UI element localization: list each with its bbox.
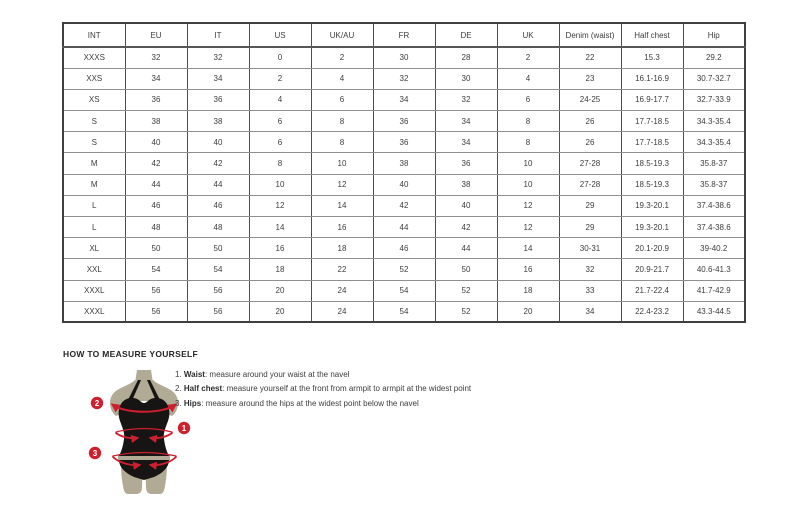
size-value-cell: 8 — [497, 132, 559, 153]
table-row — [63, 259, 745, 280]
size-value-cell: 4 — [311, 68, 373, 89]
size-value-cell: 40.6-41.3 — [683, 259, 745, 280]
table-row — [63, 280, 745, 301]
size-value-cell: 27-28 — [559, 153, 621, 174]
size-value-cell: 44 — [435, 238, 497, 259]
size-value-cell: 12 — [311, 174, 373, 195]
table-row — [63, 47, 745, 68]
size-value-cell: 12 — [249, 195, 311, 216]
size-value-cell: 44 — [373, 217, 435, 238]
table-header-row — [63, 23, 745, 47]
size-value-cell: 21.7-22.4 — [621, 280, 683, 301]
size-value-cell: 30.7-32.7 — [683, 68, 745, 89]
step-text: : measure around your waist at the navel — [204, 370, 350, 379]
column-header: INT — [63, 23, 125, 47]
size-value-cell: 39-40.2 — [683, 238, 745, 259]
size-value-cell: 16.9-17.7 — [621, 89, 683, 110]
size-value-cell: 16 — [497, 259, 559, 280]
table-row — [63, 89, 745, 110]
size-value-cell: 6 — [497, 89, 559, 110]
measure-steps — [175, 371, 471, 414]
column-header: UK/AU — [311, 23, 373, 47]
size-value-cell: 10 — [249, 174, 311, 195]
size-label-cell: M — [63, 153, 125, 174]
size-value-cell: 22.4-23.2 — [621, 301, 683, 322]
size-value-cell: 16 — [249, 238, 311, 259]
size-value-cell: 14 — [249, 217, 311, 238]
size-value-cell: 34 — [559, 301, 621, 322]
size-value-cell: 18 — [311, 238, 373, 259]
size-value-cell: 8 — [311, 132, 373, 153]
measure-section-title: HOW TO MEASURE YOURSELF — [63, 349, 199, 359]
size-value-cell: 54 — [373, 280, 435, 301]
size-label-cell: M — [63, 174, 125, 195]
size-label-cell: XL — [63, 238, 125, 259]
size-value-cell: 34.3-35.4 — [683, 111, 745, 132]
size-value-cell: 36 — [373, 132, 435, 153]
size-value-cell: 15.3 — [621, 47, 683, 68]
size-value-cell: 34 — [435, 111, 497, 132]
size-value-cell: 46 — [187, 195, 249, 216]
size-conversion-table — [62, 22, 746, 323]
size-value-cell: 6 — [249, 111, 311, 132]
size-label-cell: XXXS — [63, 47, 125, 68]
size-value-cell: 46 — [125, 195, 187, 216]
table-row — [63, 132, 745, 153]
size-value-cell: 36 — [435, 153, 497, 174]
size-value-cell: 20.9-21.7 — [621, 259, 683, 280]
measure-step-3 — [175, 400, 471, 408]
measure-step-2 — [175, 385, 471, 393]
size-value-cell: 4 — [497, 68, 559, 89]
size-value-cell: 18.5-19.3 — [621, 174, 683, 195]
size-value-cell: 28 — [435, 47, 497, 68]
size-value-cell: 37.4-38.6 — [683, 195, 745, 216]
step-label: Hips — [183, 398, 202, 408]
size-value-cell: 38 — [435, 174, 497, 195]
size-value-cell: 8 — [497, 111, 559, 132]
size-value-cell: 33 — [559, 280, 621, 301]
size-label-cell: L — [63, 217, 125, 238]
size-value-cell: 30-31 — [559, 238, 621, 259]
table-row — [63, 217, 745, 238]
step-label: Waist — [183, 370, 205, 379]
size-value-cell: 32 — [559, 259, 621, 280]
column-header: Hip — [683, 23, 745, 47]
step-label: Half chest — [183, 384, 223, 394]
size-value-cell: 18 — [497, 280, 559, 301]
size-value-cell: 42 — [435, 217, 497, 238]
size-value-cell: 12 — [497, 217, 559, 238]
size-value-cell: 26 — [559, 132, 621, 153]
size-value-cell: 2 — [311, 47, 373, 68]
size-value-cell: 42 — [125, 153, 187, 174]
column-header: DE — [435, 23, 497, 47]
step-number: 2. — [175, 384, 182, 394]
size-value-cell: 12 — [497, 195, 559, 216]
size-value-cell: 42 — [373, 195, 435, 216]
column-header: FR — [373, 23, 435, 47]
size-value-cell: 32.7-33.9 — [683, 89, 745, 110]
size-label-cell: XXL — [63, 259, 125, 280]
size-label-cell: S — [63, 132, 125, 153]
size-value-cell: 26 — [559, 111, 621, 132]
size-value-cell: 32 — [435, 89, 497, 110]
size-value-cell: 0 — [249, 47, 311, 68]
table-row — [63, 195, 745, 216]
size-value-cell: 24-25 — [559, 89, 621, 110]
size-value-cell: 56 — [125, 301, 187, 322]
size-value-cell: 22 — [559, 47, 621, 68]
column-header: US — [249, 23, 311, 47]
size-value-cell: 10 — [497, 174, 559, 195]
table-row — [63, 174, 745, 195]
table-row — [63, 68, 745, 89]
size-value-cell: 6 — [249, 132, 311, 153]
size-value-cell: 2 — [249, 68, 311, 89]
size-value-cell: 40 — [187, 132, 249, 153]
size-value-cell: 40 — [373, 174, 435, 195]
size-value-cell: 34 — [125, 68, 187, 89]
column-header: UK — [497, 23, 559, 47]
size-value-cell: 8 — [249, 153, 311, 174]
size-value-cell: 52 — [435, 280, 497, 301]
measure-step-1 — [175, 371, 471, 379]
size-value-cell: 19.3-20.1 — [621, 195, 683, 216]
size-value-cell: 18 — [249, 259, 311, 280]
size-value-cell: 30 — [435, 68, 497, 89]
size-value-cell: 32 — [373, 68, 435, 89]
size-value-cell: 54 — [373, 301, 435, 322]
table-row — [63, 111, 745, 132]
table-row — [63, 301, 745, 322]
size-value-cell: 41.7-42.9 — [683, 280, 745, 301]
size-label-cell: S — [63, 111, 125, 132]
size-value-cell: 20.1-20.9 — [621, 238, 683, 259]
size-value-cell: 16.1-16.9 — [621, 68, 683, 89]
size-value-cell: 8 — [311, 111, 373, 132]
size-value-cell: 38 — [373, 153, 435, 174]
size-value-cell: 34 — [435, 132, 497, 153]
size-label-cell: XXXL — [63, 301, 125, 322]
size-value-cell: 36 — [187, 89, 249, 110]
size-value-cell: 2 — [497, 47, 559, 68]
size-value-cell: 29 — [559, 195, 621, 216]
svg-text:2: 2 — [94, 399, 100, 408]
size-value-cell: 24 — [311, 301, 373, 322]
size-value-cell: 56 — [187, 301, 249, 322]
size-value-cell: 43.3-44.5 — [683, 301, 745, 322]
size-value-cell: 20 — [497, 301, 559, 322]
size-label-cell: XXXL — [63, 280, 125, 301]
size-value-cell: 32 — [125, 47, 187, 68]
size-value-cell: 23 — [559, 68, 621, 89]
step-text: : measure around the hips at the widest point below the navel — [201, 398, 419, 408]
size-value-cell: 38 — [125, 111, 187, 132]
size-value-cell: 4 — [249, 89, 311, 110]
step-number: 1. — [175, 370, 182, 379]
svg-text:3: 3 — [92, 449, 98, 458]
size-value-cell: 20 — [249, 301, 311, 322]
size-value-cell: 20 — [249, 280, 311, 301]
size-value-cell: 48 — [187, 217, 249, 238]
size-value-cell: 56 — [187, 280, 249, 301]
size-value-cell: 37.4-38.6 — [683, 217, 745, 238]
size-value-cell: 17.7-18.5 — [621, 111, 683, 132]
size-value-cell: 35.8-37 — [683, 174, 745, 195]
size-value-cell: 22 — [311, 259, 373, 280]
size-value-cell: 10 — [497, 153, 559, 174]
size-value-cell: 35.8-37 — [683, 153, 745, 174]
size-value-cell: 42 — [187, 153, 249, 174]
size-value-cell: 50 — [435, 259, 497, 280]
size-value-cell: 29 — [559, 217, 621, 238]
size-value-cell: 6 — [311, 89, 373, 110]
size-value-cell: 40 — [435, 195, 497, 216]
size-value-cell: 24 — [311, 280, 373, 301]
size-value-cell: 34 — [187, 68, 249, 89]
size-value-cell: 29.2 — [683, 47, 745, 68]
size-value-cell: 50 — [125, 238, 187, 259]
size-value-cell: 10 — [311, 153, 373, 174]
size-value-cell: 36 — [373, 111, 435, 132]
size-value-cell: 14 — [497, 238, 559, 259]
size-value-cell: 27-28 — [559, 174, 621, 195]
size-value-cell: 40 — [125, 132, 187, 153]
column-header: Half chest — [621, 23, 683, 47]
size-value-cell: 38 — [187, 111, 249, 132]
size-label-cell: XXS — [63, 68, 125, 89]
table-row — [63, 153, 745, 174]
size-value-cell: 17.7-18.5 — [621, 132, 683, 153]
size-value-cell: 36 — [125, 89, 187, 110]
size-value-cell: 34 — [373, 89, 435, 110]
size-value-cell: 50 — [187, 238, 249, 259]
size-value-cell: 54 — [125, 259, 187, 280]
column-header: Denim (waist) — [559, 23, 621, 47]
size-value-cell: 19.3-20.1 — [621, 217, 683, 238]
size-value-cell: 44 — [187, 174, 249, 195]
size-value-cell: 52 — [373, 259, 435, 280]
size-value-cell: 30 — [373, 47, 435, 68]
size-value-cell: 34.3-35.4 — [683, 132, 745, 153]
size-value-cell: 32 — [187, 47, 249, 68]
size-value-cell: 46 — [373, 238, 435, 259]
step-number: 3. — [175, 398, 182, 408]
size-value-cell: 56 — [125, 280, 187, 301]
column-header: EU — [125, 23, 187, 47]
size-value-cell: 18.5-19.3 — [621, 153, 683, 174]
size-value-cell: 54 — [187, 259, 249, 280]
size-value-cell: 52 — [435, 301, 497, 322]
size-value-cell: 44 — [125, 174, 187, 195]
size-value-cell: 48 — [125, 217, 187, 238]
size-label-cell: L — [63, 195, 125, 216]
column-header: IT — [187, 23, 249, 47]
table-row — [63, 238, 745, 259]
svg-text:1: 1 — [181, 424, 187, 433]
size-value-cell: 14 — [311, 195, 373, 216]
size-value-cell: 16 — [311, 217, 373, 238]
size-label-cell: XS — [63, 89, 125, 110]
step-text: : measure yourself at the front from armpit to armpit at the widest point — [222, 384, 472, 394]
